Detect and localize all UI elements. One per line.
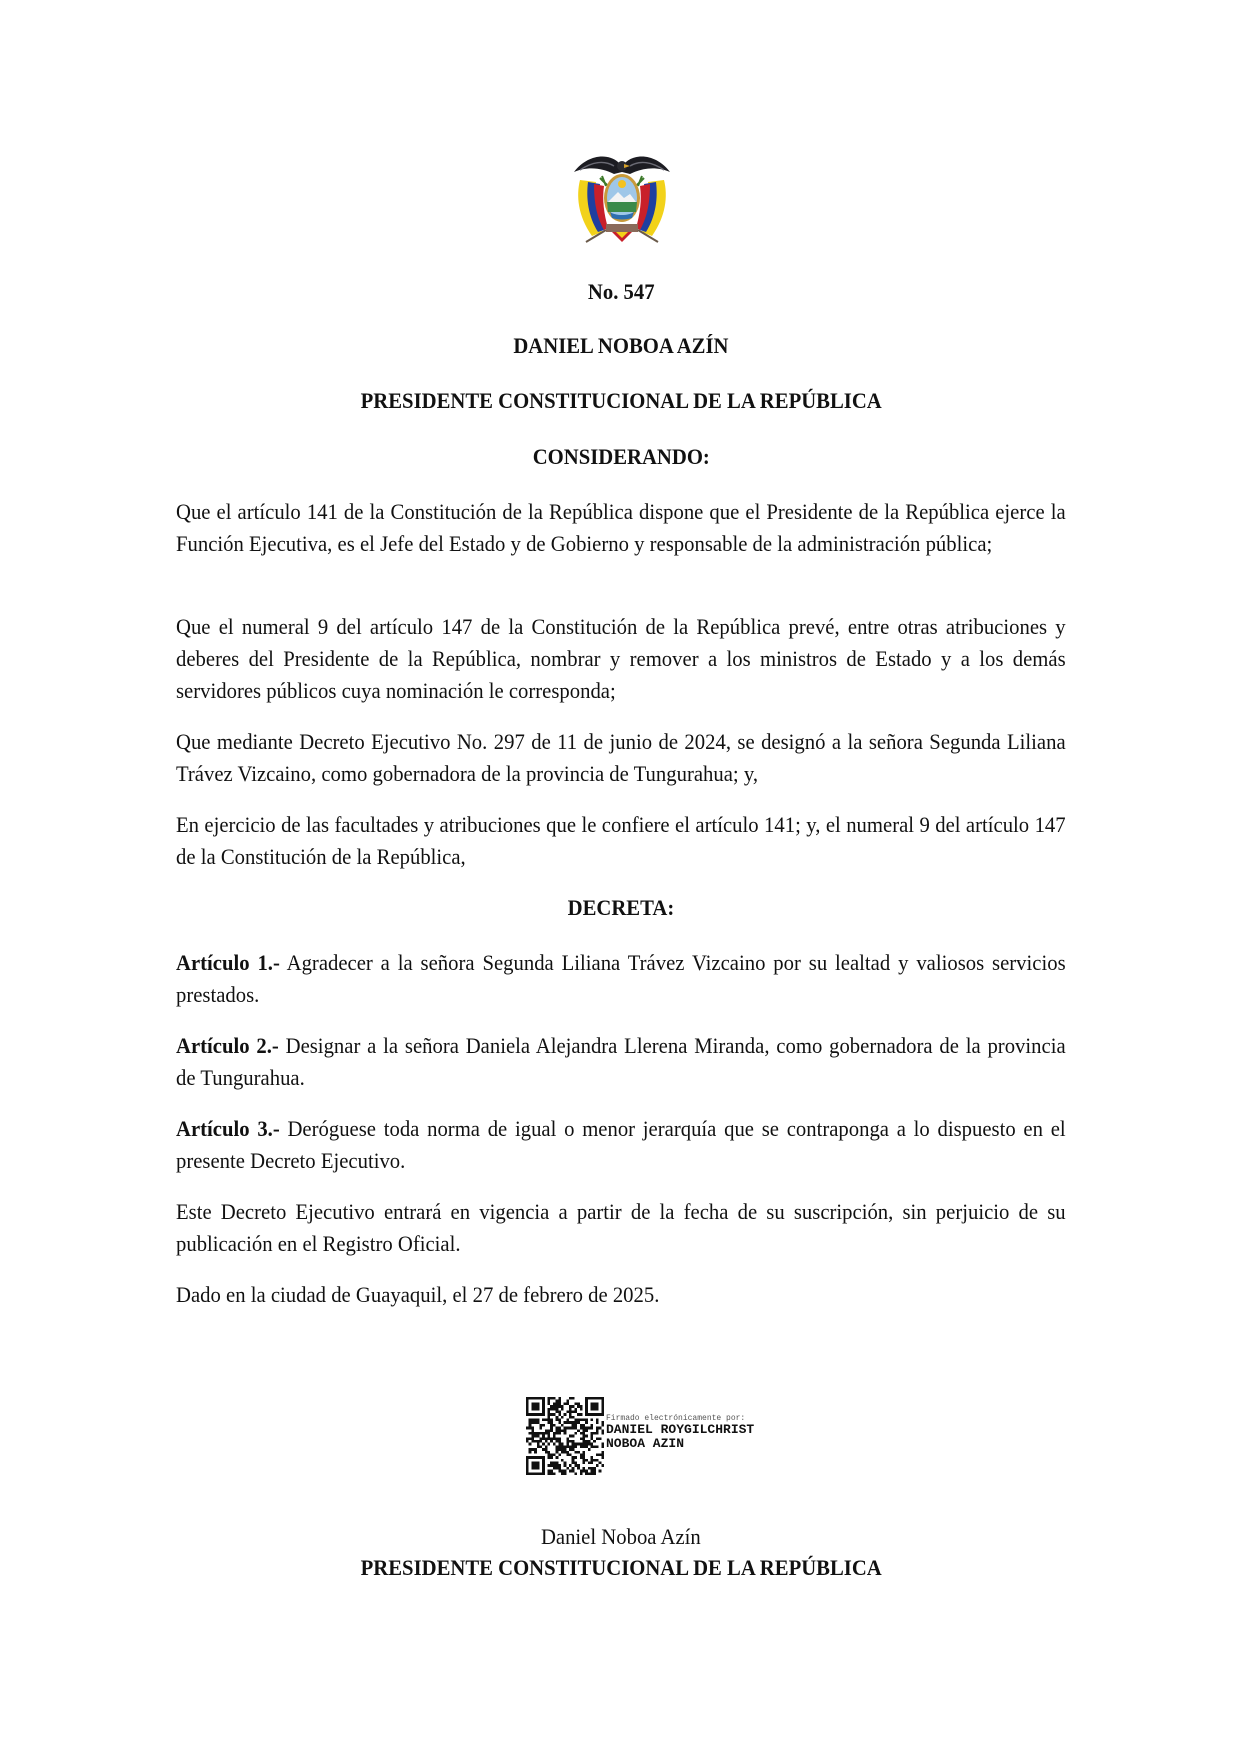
considerando-heading: CONSIDERANDO: [532, 444, 710, 469]
electronic-signature [526, 1397, 766, 1477]
signer-name-line2: NOBOA AZIN [606, 1436, 685, 1451]
consideration-paragraph: Que el numeral 9 del artículo 147 de la Constitución de la República prevé, entre otras atribuciones y deberes del Presidente de la República, nombrar y remover a los ministros de Estado y a los demás servidores públicos cuya nominación le corresponda; [176, 614, 1066, 703]
consideration-paragraph: Que el artículo 141 de la Constitución de la República dispone que el Presidente de la República ejerce la Función Ejecutiva, es el Jefe del Estado y de Gobierno y responsable de la administración pública; [176, 499, 1066, 556]
signer-name-line1: DANIEL ROYGILCHRIST [606, 1422, 755, 1437]
article-text: Designar a la señora Daniela Alejandra Llerena Miranda, como gobernadora de la provincia de Tungurahua. [176, 1033, 1066, 1090]
article-2 [176, 1030, 1066, 1094]
consideration-paragraph: En ejercicio de las facultades y atribuciones que le confiere el artículo 141; y, el numeral 9 del artículo 147 de la Constitución de la República, [176, 812, 1066, 869]
consideration-paragraph: Que mediante Decreto Ejecutivo No. 297 de 11 de junio de 2024, se designó a la señora Segunda Liliana Trávez Vizcaino, como gobernadora de la provincia de Tungurahua; y, [176, 729, 1066, 786]
coat-of-arms-icon [566, 146, 678, 250]
validity-paragraph: Este Decreto Ejecutivo entrará en vigencia a partir de la fecha de su suscripción, sin perjuicio de su publicación en el Registro Oficial. [176, 1199, 1066, 1256]
article-1 [176, 947, 1066, 1011]
article-label: Artículo 3.- [176, 1116, 280, 1141]
qr-code-icon [526, 1397, 604, 1475]
article-label: Artículo 2.- [176, 1033, 279, 1058]
place-date-paragraph: Dado en la ciudad de Guayaquil, el 27 de febrero de 2025. [176, 1282, 660, 1307]
signatory-title: PRESIDENTE CONSTITUCIONAL DE LA REPÚBLICA [360, 1555, 882, 1580]
signatory-name: Daniel Noboa Azín [541, 1524, 701, 1549]
decree-number: No. 547 [587, 279, 655, 304]
president-name-heading: DANIEL NOBOA AZÍN [513, 333, 729, 358]
article-text: Agradecer a la señora Segunda Liliana Trávez Vizcaino por su lealtad y valiosos servicios prestados. [176, 950, 1066, 1007]
article-text: Deróguese toda norma de igual o menor jerarquía que se contraponga a lo dispuesto en el presente Decreto Ejecutivo. [176, 1116, 1066, 1173]
article-label: Artículo 1.- [176, 950, 280, 975]
article-3 [176, 1113, 1066, 1177]
signed-by-label: Firmado electrónicamente por: [606, 1414, 746, 1423]
president-title-heading: PRESIDENTE CONSTITUCIONAL DE LA REPÚBLICA [360, 388, 882, 413]
decreta-heading: DECRETA: [567, 895, 675, 920]
